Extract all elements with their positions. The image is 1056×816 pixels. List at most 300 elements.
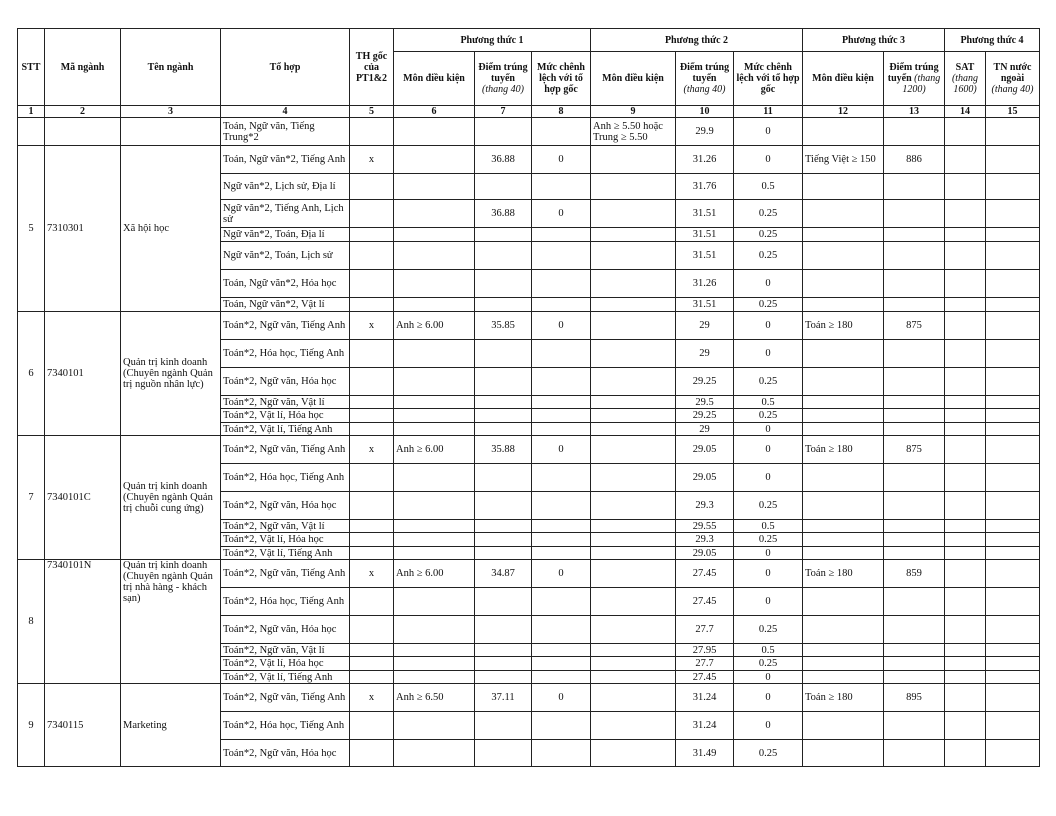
ma-nganh-cell: 7340101C <box>45 436 121 560</box>
pt1-mon-cell: Anh ≥ 6.00 <box>394 560 475 588</box>
pt2-mon-cell <box>591 298 676 312</box>
pt2-chenh-cell: 0.25 <box>734 368 803 396</box>
pt3-diem-cell <box>884 423 945 436</box>
header-phuong-thuc-3: Phương thức 3 <box>803 29 945 52</box>
sat-cell <box>945 270 986 298</box>
pt2-diem-cell: 31.51 <box>676 298 734 312</box>
pt2-chenh-cell: 0.25 <box>734 298 803 312</box>
table-row <box>18 118 1040 146</box>
th-goc-cell <box>350 174 394 200</box>
pt1-diem-cell <box>475 242 532 270</box>
pt1-mon-cell <box>394 200 475 228</box>
pt2-chenh-cell: 0 <box>734 464 803 492</box>
tn-nuoc-ngoai-cell <box>986 242 1040 270</box>
th-goc-cell <box>350 547 394 560</box>
pt3-diem-cell <box>884 270 945 298</box>
pt3-mon-cell <box>803 520 884 533</box>
column-number: 5 <box>350 106 394 118</box>
pt2-diem-cell: 31.24 <box>676 684 734 712</box>
pt2-diem-cell: 29.5 <box>676 396 734 409</box>
pt2-mon-cell <box>591 712 676 740</box>
pt3-diem-cell <box>884 616 945 644</box>
pt3-diem-cell <box>884 740 945 767</box>
pt1-chenh-cell: 0 <box>532 200 591 228</box>
column-number: 9 <box>591 106 676 118</box>
th-goc-cell <box>350 242 394 270</box>
to-hop-cell: Toán*2, Vật lí, Hóa học <box>221 533 350 547</box>
to-hop-cell: Toán*2, Ngữ văn, Vật lí <box>221 396 350 409</box>
column-number: 3 <box>121 106 221 118</box>
pt1-mon-cell <box>394 492 475 520</box>
pt3-diem-cell <box>884 200 945 228</box>
th-goc-cell <box>350 533 394 547</box>
pt2-chenh-cell: 0.25 <box>734 492 803 520</box>
pt2-diem-cell: 31.24 <box>676 712 734 740</box>
ma-nganh-cell: 7310301 <box>45 146 121 312</box>
pt3-mon-cell <box>803 644 884 657</box>
pt3-mon-cell: Toán ≥ 180 <box>803 560 884 588</box>
table-row <box>18 436 1040 464</box>
pt2-diem-cell: 31.51 <box>676 228 734 242</box>
pt3-diem-cell <box>884 533 945 547</box>
pt2-chenh-cell: 0.5 <box>734 644 803 657</box>
pt3-mon-cell <box>803 200 884 228</box>
header-pt2-mon-dieu-kien: Môn điều kiện <box>591 52 676 106</box>
pt1-diem-cell <box>475 657 532 671</box>
header-sat: SAT (thang 1600) <box>945 52 986 106</box>
pt1-diem-cell <box>475 298 532 312</box>
pt1-diem-cell <box>475 396 532 409</box>
th-goc-cell <box>350 644 394 657</box>
tn-nuoc-ngoai-cell <box>986 492 1040 520</box>
pt1-mon-cell <box>394 270 475 298</box>
pt1-chenh-cell <box>532 616 591 644</box>
header-phuong-thuc-2: Phương thức 2 <box>591 29 803 52</box>
header-pt2-muc-chenh: Mức chênh lệch với tổ hợp gốc <box>734 52 803 106</box>
pt1-chenh-cell <box>532 533 591 547</box>
pt3-diem-cell <box>884 657 945 671</box>
tn-nuoc-ngoai-cell <box>986 547 1040 560</box>
pt2-diem-cell: 27.7 <box>676 616 734 644</box>
pt3-diem-cell <box>884 242 945 270</box>
pt3-diem-cell: 859 <box>884 560 945 588</box>
header-ten-nganh: Tên ngành <box>121 29 221 106</box>
to-hop-cell: Toán, Ngữ văn*2, Tiếng Anh <box>221 146 350 174</box>
th-goc-cell <box>350 298 394 312</box>
pt2-diem-cell: 27.7 <box>676 657 734 671</box>
th-goc-cell <box>350 520 394 533</box>
pt2-chenh-cell: 0 <box>734 671 803 684</box>
pt1-mon-cell <box>394 368 475 396</box>
pt2-diem-cell: 31.51 <box>676 242 734 270</box>
tn-nuoc-ngoai-cell <box>986 200 1040 228</box>
pt3-mon-cell <box>803 533 884 547</box>
pt1-chenh-cell <box>532 242 591 270</box>
sat-cell <box>945 242 986 270</box>
th-goc-cell <box>350 409 394 423</box>
to-hop-cell: Toán*2, Ngữ văn, Vật lí <box>221 644 350 657</box>
to-hop-cell: Ngữ văn*2, Lịch sử, Địa lí <box>221 174 350 200</box>
stt-cell: 9 <box>18 684 45 767</box>
pt2-mon-cell <box>591 684 676 712</box>
ma-nganh-cell: 7340115 <box>45 684 121 767</box>
pt3-diem-cell <box>884 464 945 492</box>
pt1-chenh-cell <box>532 340 591 368</box>
to-hop-cell: Toán*2, Ngữ văn, Hóa học <box>221 368 350 396</box>
th-goc-cell <box>350 228 394 242</box>
tn-nuoc-ngoai-cell <box>986 174 1040 200</box>
pt3-mon-cell <box>803 616 884 644</box>
th-goc-cell: x <box>350 146 394 174</box>
to-hop-cell: Ngữ văn*2, Toán, Lịch sử <box>221 242 350 270</box>
pt1-mon-cell: Anh ≥ 6.00 <box>394 436 475 464</box>
tn-nuoc-ngoai-cell <box>986 146 1040 174</box>
sat-cell <box>945 340 986 368</box>
sat-cell <box>945 560 986 588</box>
pt1-mon-cell: Anh ≥ 6.00 <box>394 312 475 340</box>
to-hop-cell: Toán, Ngữ văn, Tiếng Trung*2 <box>221 118 350 146</box>
sat-cell <box>945 298 986 312</box>
header-pt2-diem: Điểm trúng tuyển (thang 40) <box>676 52 734 106</box>
pt2-diem-cell: 27.45 <box>676 671 734 684</box>
tn-nuoc-ngoai-cell <box>986 712 1040 740</box>
header-phuong-thuc-4: Phương thức 4 <box>945 29 1040 52</box>
pt3-diem-cell <box>884 174 945 200</box>
pt1-mon-cell <box>394 547 475 560</box>
tn-nuoc-ngoai-cell <box>986 657 1040 671</box>
pt3-diem-cell <box>884 298 945 312</box>
pt1-diem-cell <box>475 533 532 547</box>
pt2-diem-cell: 29.05 <box>676 436 734 464</box>
pt2-chenh-cell: 0 <box>734 146 803 174</box>
pt2-diem-cell: 29.05 <box>676 464 734 492</box>
pt1-mon-cell <box>394 409 475 423</box>
pt2-chenh-cell: 0.5 <box>734 520 803 533</box>
pt1-diem-cell <box>475 464 532 492</box>
th-goc-cell <box>350 492 394 520</box>
pt1-diem-cell: 37.11 <box>475 684 532 712</box>
pt2-diem-cell: 27.45 <box>676 560 734 588</box>
pt3-diem-cell <box>884 340 945 368</box>
pt2-chenh-cell: 0 <box>734 436 803 464</box>
sat-cell <box>945 671 986 684</box>
pt1-chenh-cell <box>532 298 591 312</box>
pt2-mon-cell: Anh ≥ 5.50 hoặc Trung ≥ 5.50 <box>591 118 676 146</box>
pt1-chenh-cell <box>532 270 591 298</box>
pt1-diem-cell <box>475 368 532 396</box>
pt3-mon-cell <box>803 340 884 368</box>
pt1-diem-cell <box>475 644 532 657</box>
pt1-diem-cell <box>475 228 532 242</box>
pt1-mon-cell: Anh ≥ 6.50 <box>394 684 475 712</box>
pt1-chenh-cell <box>532 644 591 657</box>
to-hop-cell: Toán, Ngữ văn*2, Vật lí <box>221 298 350 312</box>
pt1-diem-cell <box>475 409 532 423</box>
pt2-chenh-cell: 0 <box>734 712 803 740</box>
ten-nganh-cell: Xã hội học <box>121 146 221 312</box>
tn-nuoc-ngoai-cell <box>986 423 1040 436</box>
tn-nuoc-ngoai-cell <box>986 228 1040 242</box>
pt1-chenh-cell: 0 <box>532 436 591 464</box>
pt2-chenh-cell: 0.25 <box>734 740 803 767</box>
to-hop-cell: Toán*2, Ngữ văn, Hóa học <box>221 492 350 520</box>
pt3-diem-cell <box>884 228 945 242</box>
tn-nuoc-ngoai-cell <box>986 671 1040 684</box>
pt2-diem-cell: 29.55 <box>676 520 734 533</box>
pt2-chenh-cell: 0.5 <box>734 396 803 409</box>
to-hop-cell: Toán*2, Hóa học, Tiếng Anh <box>221 712 350 740</box>
header-pt1-muc-chenh: Mức chênh lệch với tổ hợp gốc <box>532 52 591 106</box>
pt2-mon-cell <box>591 533 676 547</box>
pt3-mon-cell <box>803 464 884 492</box>
pt1-diem-cell <box>475 423 532 436</box>
pt2-diem-cell: 29.25 <box>676 409 734 423</box>
pt2-mon-cell <box>591 740 676 767</box>
pt2-mon-cell <box>591 409 676 423</box>
to-hop-cell: Toán*2, Vật lí, Tiếng Anh <box>221 547 350 560</box>
to-hop-cell: Ngữ văn*2, Toán, Địa lí <box>221 228 350 242</box>
pt2-chenh-cell: 0 <box>734 423 803 436</box>
th-goc-cell <box>350 657 394 671</box>
pt2-chenh-cell: 0 <box>734 118 803 146</box>
table-row <box>18 684 1040 712</box>
pt2-diem-cell: 29 <box>676 312 734 340</box>
pt3-mon-cell <box>803 174 884 200</box>
th-goc-cell: x <box>350 436 394 464</box>
pt1-mon-cell <box>394 146 475 174</box>
th-goc-cell: x <box>350 560 394 588</box>
pt1-diem-cell: 36.88 <box>475 200 532 228</box>
pt3-diem-cell <box>884 712 945 740</box>
sat-cell <box>945 409 986 423</box>
pt1-mon-cell <box>394 740 475 767</box>
column-number: 11 <box>734 106 803 118</box>
column-number: 10 <box>676 106 734 118</box>
pt2-mon-cell <box>591 368 676 396</box>
pt3-diem-cell <box>884 547 945 560</box>
tn-nuoc-ngoai-cell <box>986 368 1040 396</box>
header-pt1-diem: Điểm trúng tuyển (thang 40) <box>475 52 532 106</box>
th-goc-cell <box>350 423 394 436</box>
pt2-mon-cell <box>591 560 676 588</box>
column-number: 15 <box>986 106 1040 118</box>
tn-nuoc-ngoai-cell <box>986 118 1040 146</box>
sat-cell <box>945 657 986 671</box>
pt3-diem-cell <box>884 588 945 616</box>
pt3-mon-cell <box>803 712 884 740</box>
pt3-diem-cell <box>884 118 945 146</box>
sat-cell <box>945 533 986 547</box>
pt1-diem-cell <box>475 712 532 740</box>
pt2-chenh-cell: 0 <box>734 340 803 368</box>
pt1-diem-cell <box>475 547 532 560</box>
sat-cell <box>945 200 986 228</box>
pt2-diem-cell: 29.3 <box>676 533 734 547</box>
pt1-chenh-cell <box>532 520 591 533</box>
table-row <box>18 146 1040 174</box>
pt2-mon-cell <box>591 492 676 520</box>
pt1-chenh-cell <box>532 547 591 560</box>
th-goc-cell <box>350 118 394 146</box>
pt2-diem-cell: 27.45 <box>676 588 734 616</box>
pt3-mon-cell <box>803 298 884 312</box>
pt2-diem-cell: 29.3 <box>676 492 734 520</box>
sat-cell <box>945 588 986 616</box>
admission-scores-table <box>17 28 1040 767</box>
tn-nuoc-ngoai-cell <box>986 684 1040 712</box>
sat-cell <box>945 396 986 409</box>
pt1-chenh-cell <box>532 174 591 200</box>
pt1-diem-cell: 34.87 <box>475 560 532 588</box>
pt2-diem-cell: 31.26 <box>676 146 734 174</box>
column-number: 6 <box>394 106 475 118</box>
pt2-chenh-cell: 0 <box>734 270 803 298</box>
pt1-chenh-cell <box>532 464 591 492</box>
pt1-mon-cell <box>394 464 475 492</box>
pt2-diem-cell: 29 <box>676 423 734 436</box>
pt1-mon-cell <box>394 396 475 409</box>
pt1-diem-cell <box>475 520 532 533</box>
pt1-diem-cell <box>475 118 532 146</box>
pt1-chenh-cell <box>532 492 591 520</box>
stt-cell: 7 <box>18 436 45 560</box>
pt1-chenh-cell <box>532 396 591 409</box>
stt-cell <box>18 118 45 146</box>
sat-cell <box>945 464 986 492</box>
sat-cell <box>945 368 986 396</box>
header-tn-nuoc-ngoai: TN nước ngoài (thang 40) <box>986 52 1040 106</box>
pt2-mon-cell <box>591 396 676 409</box>
pt1-chenh-cell <box>532 671 591 684</box>
pt1-mon-cell <box>394 644 475 657</box>
pt1-diem-cell: 36.88 <box>475 146 532 174</box>
to-hop-cell: Toán*2, Vật lí, Hóa học <box>221 657 350 671</box>
th-goc-cell <box>350 464 394 492</box>
pt1-mon-cell <box>394 712 475 740</box>
pt2-diem-cell: 29.25 <box>676 368 734 396</box>
header-to-hop: Tổ hợp <box>221 29 350 106</box>
tn-nuoc-ngoai-cell <box>986 270 1040 298</box>
header-th-goc: TH gốc của PT1&2 <box>350 29 394 106</box>
sat-cell <box>945 712 986 740</box>
pt1-diem-cell <box>475 616 532 644</box>
pt1-chenh-cell <box>532 228 591 242</box>
pt2-diem-cell: 29.05 <box>676 547 734 560</box>
pt1-diem-cell <box>475 588 532 616</box>
pt1-chenh-cell: 0 <box>532 146 591 174</box>
pt3-mon-cell <box>803 588 884 616</box>
pt2-mon-cell <box>591 588 676 616</box>
to-hop-cell: Toán*2, Vật lí, Tiếng Anh <box>221 423 350 436</box>
pt1-diem-cell <box>475 740 532 767</box>
sat-cell <box>945 684 986 712</box>
pt1-mon-cell <box>394 588 475 616</box>
th-goc-cell <box>350 671 394 684</box>
header-pt1-mon-dieu-kien: Môn điều kiện <box>394 52 475 106</box>
pt3-mon-cell <box>803 671 884 684</box>
pt1-mon-cell <box>394 174 475 200</box>
pt2-chenh-cell: 0.25 <box>734 242 803 270</box>
pt1-diem-cell: 35.85 <box>475 312 532 340</box>
header-pt3-diem: Điểm trúng tuyển (thang 1200) <box>884 52 945 106</box>
pt1-chenh-cell <box>532 712 591 740</box>
pt2-mon-cell <box>591 657 676 671</box>
column-number: 12 <box>803 106 884 118</box>
pt3-mon-cell: Tiếng Việt ≥ 150 <box>803 146 884 174</box>
pt2-mon-cell <box>591 464 676 492</box>
pt2-chenh-cell: 0.25 <box>734 200 803 228</box>
pt2-diem-cell: 31.49 <box>676 740 734 767</box>
th-goc-cell <box>350 616 394 644</box>
sat-cell <box>945 436 986 464</box>
sat-cell <box>945 146 986 174</box>
pt3-mon-cell: Toán ≥ 180 <box>803 312 884 340</box>
pt2-chenh-cell: 0.25 <box>734 228 803 242</box>
pt1-chenh-cell <box>532 588 591 616</box>
pt1-chenh-cell <box>532 657 591 671</box>
th-goc-cell: x <box>350 312 394 340</box>
th-goc-cell <box>350 368 394 396</box>
pt1-mon-cell <box>394 616 475 644</box>
pt3-mon-cell <box>803 409 884 423</box>
tn-nuoc-ngoai-cell <box>986 298 1040 312</box>
pt2-chenh-cell: 0 <box>734 312 803 340</box>
sat-cell <box>945 520 986 533</box>
pt2-chenh-cell: 0.25 <box>734 409 803 423</box>
ten-nganh-cell: Quản trị kinh doanh (Chuyên ngành Quản trị nhà hàng - khách sạn) <box>121 560 221 684</box>
pt3-diem-cell: 875 <box>884 436 945 464</box>
pt1-mon-cell <box>394 118 475 146</box>
th-goc-cell: x <box>350 684 394 712</box>
sat-cell <box>945 740 986 767</box>
to-hop-cell: Toán, Ngữ văn*2, Hóa học <box>221 270 350 298</box>
pt2-mon-cell <box>591 423 676 436</box>
pt2-mon-cell <box>591 200 676 228</box>
pt1-diem-cell <box>475 174 532 200</box>
sat-cell <box>945 228 986 242</box>
ten-nganh-cell: Marketing <box>121 684 221 767</box>
pt2-mon-cell <box>591 436 676 464</box>
column-number: 2 <box>45 106 121 118</box>
pt1-diem-cell: 35.88 <box>475 436 532 464</box>
tn-nuoc-ngoai-cell <box>986 616 1040 644</box>
tn-nuoc-ngoai-cell <box>986 436 1040 464</box>
header-pt3-mon-dieu-kien: Môn điều kiện <box>803 52 884 106</box>
pt3-mon-cell <box>803 423 884 436</box>
pt1-mon-cell <box>394 228 475 242</box>
table-row <box>18 560 1040 588</box>
tn-nuoc-ngoai-cell <box>986 312 1040 340</box>
to-hop-cell: Toán*2, Ngữ văn, Tiếng Anh <box>221 684 350 712</box>
pt1-mon-cell <box>394 657 475 671</box>
sat-cell <box>945 616 986 644</box>
pt1-chenh-cell <box>532 368 591 396</box>
sat-cell <box>945 547 986 560</box>
pt3-diem-cell <box>884 396 945 409</box>
pt2-mon-cell <box>591 242 676 270</box>
pt2-mon-cell <box>591 340 676 368</box>
th-goc-cell <box>350 200 394 228</box>
pt2-mon-cell <box>591 520 676 533</box>
sat-cell <box>945 492 986 520</box>
pt2-chenh-cell: 0.25 <box>734 616 803 644</box>
pt2-chenh-cell: 0 <box>734 684 803 712</box>
ten-nganh-cell: Quản trị kinh doanh (Chuyên ngành Quản trị nguồn nhân lực) <box>121 312 221 436</box>
column-number: 7 <box>475 106 532 118</box>
column-number: 14 <box>945 106 986 118</box>
pt1-chenh-cell: 0 <box>532 312 591 340</box>
pt3-diem-cell: 886 <box>884 146 945 174</box>
